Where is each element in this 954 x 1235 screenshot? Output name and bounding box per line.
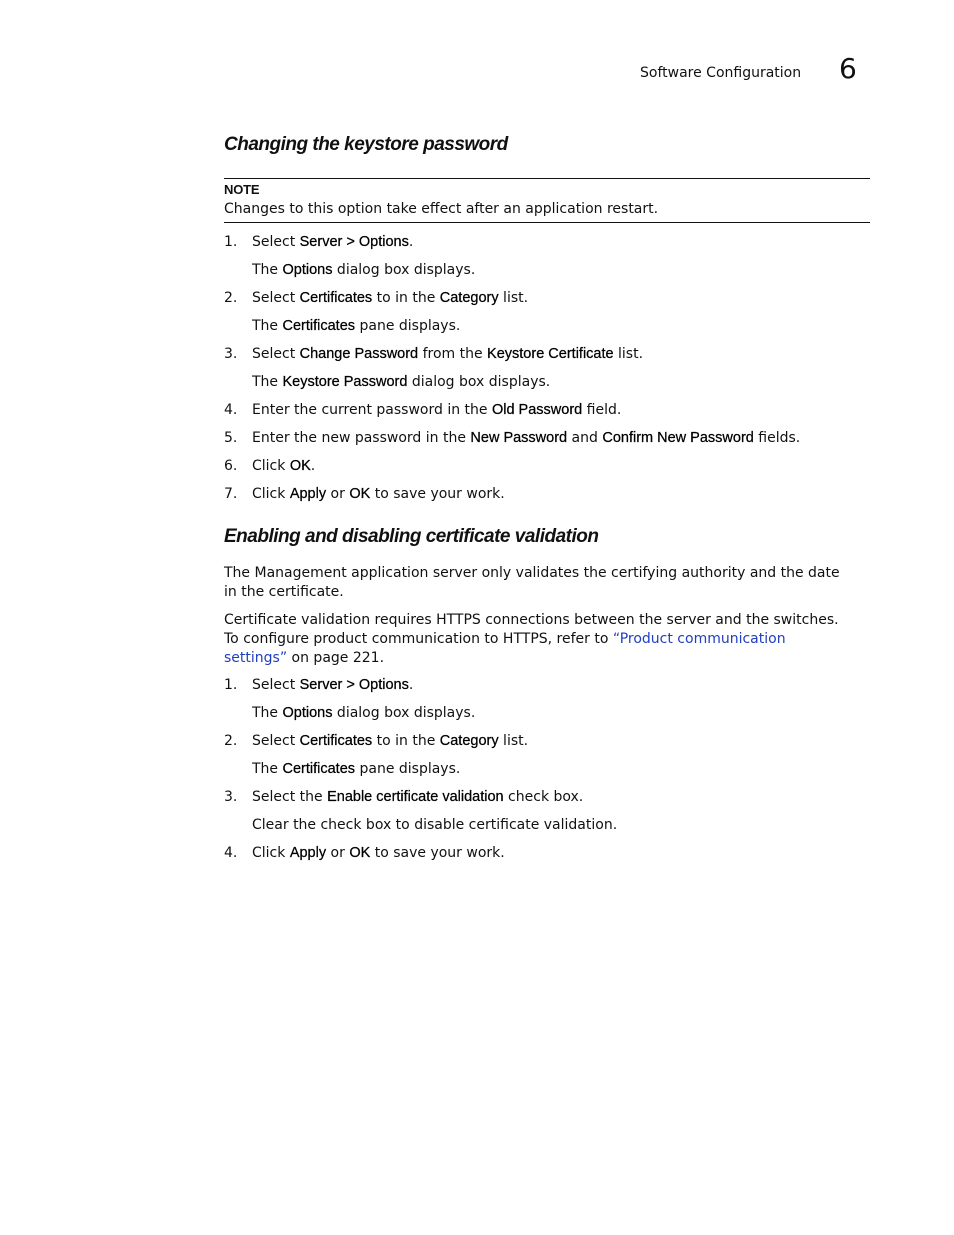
step-fragment: The xyxy=(252,761,283,777)
step-text xyxy=(252,430,800,446)
step-fragment: fields. xyxy=(753,430,801,446)
step-number: 2. xyxy=(224,290,238,306)
step-fragment: or xyxy=(326,486,350,502)
step-result xyxy=(252,262,475,278)
step-fragment: Click xyxy=(252,458,290,474)
step-fragment: pane displays. xyxy=(355,761,461,777)
step-fragment: to in the xyxy=(372,733,440,749)
section-title-validation: Enabling and disabling certificate validation xyxy=(224,526,599,547)
chapter-number: 6 xyxy=(839,52,857,85)
product-communication-link[interactable]: “Product communication settings” xyxy=(224,631,786,666)
ui-term: Confirm New Password xyxy=(602,430,754,446)
ui-term: New Password xyxy=(470,430,568,446)
paragraph-text: Certificate validation requires HTTPS connections between the server and the switches. To configure product communication to HTTPS, refer to xyxy=(224,612,839,647)
step-fragment: The xyxy=(252,705,283,721)
step-result xyxy=(252,705,475,721)
step-fragment: Enter the new password in the xyxy=(252,430,471,446)
step-fragment: list. xyxy=(498,733,529,749)
step-fragment: Select xyxy=(252,346,300,362)
ui-term: OK xyxy=(349,486,371,502)
ui-term: Server > Options xyxy=(299,677,409,693)
step-fragment: The xyxy=(252,374,283,390)
step-number: 4. xyxy=(224,402,238,418)
ui-term: Options xyxy=(282,705,333,721)
ui-term: Change Password xyxy=(299,346,419,362)
paragraph-https-requirement xyxy=(224,611,844,668)
step-text xyxy=(252,458,315,474)
ui-term: Old Password xyxy=(491,402,583,418)
ui-term: Certificates xyxy=(282,318,356,334)
step-fragment: and xyxy=(567,430,603,446)
step-fragment: to in the xyxy=(372,290,440,306)
ui-term: Options xyxy=(282,262,333,278)
step-text xyxy=(252,677,413,693)
note-label: NOTE xyxy=(224,182,260,197)
ui-term: Apply xyxy=(289,486,327,502)
ui-term: Certificates xyxy=(299,733,373,749)
ui-term: Category xyxy=(439,290,499,306)
step-result xyxy=(252,318,460,334)
step-number: 1. xyxy=(224,677,238,693)
step-number: 4. xyxy=(224,845,238,861)
step-fragment: list. xyxy=(613,346,644,362)
step-number: 2. xyxy=(224,733,238,749)
step-fragment: The xyxy=(252,262,283,278)
step-fragment: from the xyxy=(418,346,488,362)
step-text xyxy=(252,234,413,250)
step-fragment: field. xyxy=(582,402,622,418)
step-fragment: Select xyxy=(252,733,300,749)
ui-term: OK xyxy=(349,845,371,861)
note-top-rule xyxy=(224,178,870,179)
step-fragment: dialog box displays. xyxy=(407,374,551,390)
ui-term: Category xyxy=(439,733,499,749)
step-fragment: dialog box displays. xyxy=(332,262,476,278)
step-text xyxy=(252,789,583,805)
step-fragment: to save your work. xyxy=(370,845,505,861)
section-title-keystore: Changing the keystore password xyxy=(224,134,508,155)
step-text xyxy=(252,486,505,502)
step-number: 3. xyxy=(224,789,238,805)
step-fragment: pane displays. xyxy=(355,318,461,334)
step-fragment: The xyxy=(252,318,283,334)
step-result xyxy=(252,761,460,777)
step-text xyxy=(252,290,528,306)
paragraph-text-end: on page 221. xyxy=(287,650,385,666)
step-number: 5. xyxy=(224,430,238,446)
step-fragment: . xyxy=(408,234,414,250)
ui-term: Enable certificate validation xyxy=(327,789,504,805)
step-text xyxy=(252,346,643,362)
note-text: Changes to this option take effect after an application restart. xyxy=(224,201,659,217)
step-number: 1. xyxy=(224,234,238,250)
ui-term: Certificates xyxy=(282,761,356,777)
step-fragment: Select xyxy=(252,290,300,306)
step-number: 3. xyxy=(224,346,238,362)
note-bottom-rule xyxy=(224,222,870,223)
step-fragment: . xyxy=(310,458,316,474)
step-fragment: Click xyxy=(252,845,290,861)
step-fragment: check box. xyxy=(503,789,584,805)
step-fragment: Click xyxy=(252,486,290,502)
ui-term: Keystore Password xyxy=(282,374,408,390)
step-text xyxy=(252,402,621,418)
paragraph-server-validates: The Management application server only validates the certifying authority and the date in the certificate. xyxy=(224,565,840,600)
step-fragment: or xyxy=(326,845,350,861)
ui-term: Apply xyxy=(289,845,327,861)
step-result xyxy=(252,374,550,390)
ui-term: OK xyxy=(289,458,311,474)
step-result xyxy=(252,817,617,833)
running-header: Software Configuration xyxy=(640,65,802,81)
step-fragment: to save your work. xyxy=(370,486,505,502)
step-fragment: Enter the current password in the xyxy=(252,402,492,418)
step-text xyxy=(252,733,528,749)
step-fragment: Select xyxy=(252,677,300,693)
step-fragment: Select the xyxy=(252,789,328,805)
step-fragment: Clear the check box to disable certificate validation. xyxy=(252,817,618,833)
ui-term: Server > Options xyxy=(299,234,409,250)
ui-term: Certificates xyxy=(299,290,373,306)
step-fragment: . xyxy=(408,677,414,693)
step-text xyxy=(252,845,505,861)
step-fragment: dialog box displays. xyxy=(332,705,476,721)
step-fragment: Select xyxy=(252,234,300,250)
ui-term: Keystore Certificate xyxy=(487,346,614,362)
step-fragment: list. xyxy=(498,290,529,306)
step-number: 6. xyxy=(224,458,238,474)
step-number: 7. xyxy=(224,486,238,502)
